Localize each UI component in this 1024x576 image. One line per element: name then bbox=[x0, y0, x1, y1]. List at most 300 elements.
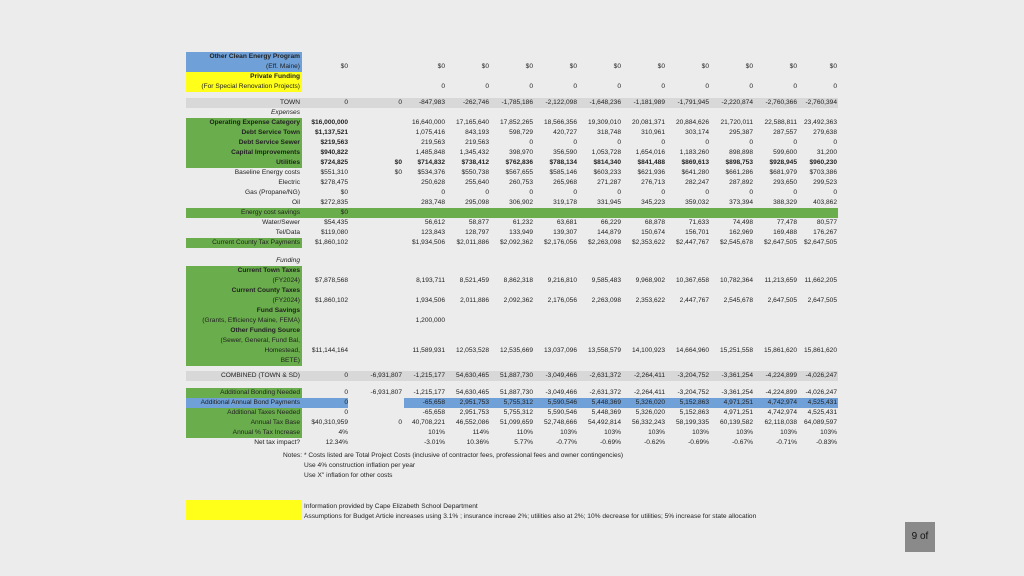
year-value: 64,089,597 bbox=[803, 419, 837, 426]
year-value: 295,098 bbox=[465, 199, 489, 206]
year-value: 58,199,335 bbox=[675, 419, 709, 426]
row-label: TOWN bbox=[279, 99, 300, 106]
year-value: 51,099,659 bbox=[499, 419, 533, 426]
year-value: 0 bbox=[833, 83, 837, 90]
year-value: -3,049,466 bbox=[545, 389, 577, 396]
year-value: 5,152,863 bbox=[679, 399, 709, 406]
notes-line-2: Use 4% construction inflation per year bbox=[304, 462, 416, 469]
year-value: 5,152,863 bbox=[679, 409, 709, 416]
year-value: 0 bbox=[793, 189, 797, 196]
year-value: 15,251,558 bbox=[719, 347, 753, 354]
year-value: 5.77% bbox=[514, 439, 533, 446]
year-value: 16,640,000 bbox=[411, 119, 445, 126]
year-value: 420,727 bbox=[553, 129, 577, 136]
year-value: 282,247 bbox=[685, 179, 709, 186]
table-row bbox=[0, 138, 1024, 148]
year-value: 295,387 bbox=[729, 129, 753, 136]
year-value: -1,181,989 bbox=[633, 99, 665, 106]
row-label: Funding bbox=[276, 257, 300, 264]
year-value: -3,361,254 bbox=[721, 389, 753, 396]
year-value: 54,630,465 bbox=[455, 372, 489, 379]
prior-value: 0 bbox=[398, 99, 402, 106]
year-value: -65,658 bbox=[422, 409, 445, 416]
notes-label: Notes: bbox=[283, 452, 303, 459]
table-row bbox=[0, 296, 1024, 306]
year-value: 2,011,886 bbox=[460, 297, 489, 304]
year-value: 0 bbox=[705, 189, 709, 196]
year-value: -2,760,366 bbox=[765, 99, 797, 106]
year-value: 0 bbox=[441, 189, 445, 196]
info-line-1: Information provided by Cape Elizabeth School Department bbox=[304, 503, 478, 510]
year-value: 133,949 bbox=[509, 229, 533, 236]
year-value: 12,053,528 bbox=[455, 347, 489, 354]
year-value: -3.01% bbox=[424, 439, 445, 446]
base-value: 0 bbox=[344, 99, 348, 106]
year-value: 11,589,931 bbox=[412, 347, 445, 354]
year-value: -0.69% bbox=[688, 439, 709, 446]
table-row bbox=[0, 108, 1024, 118]
base-value: 12.34% bbox=[325, 439, 348, 446]
year-value: $0 bbox=[525, 63, 533, 70]
year-value: 403,862 bbox=[813, 199, 837, 206]
year-value: 2,447,767 bbox=[679, 297, 709, 304]
table-row bbox=[0, 306, 1024, 316]
row-label: Expenses bbox=[271, 109, 300, 116]
year-value: 2,545,678 bbox=[723, 297, 753, 304]
row-label: Gas (Propane/NG) bbox=[245, 189, 300, 196]
table-row bbox=[0, 198, 1024, 208]
year-value: 5,755,312 bbox=[503, 409, 533, 416]
year-value: 31,200 bbox=[816, 149, 837, 156]
year-value: 0 bbox=[529, 189, 533, 196]
row-label: Private Funding bbox=[250, 73, 300, 80]
year-value: 80,577 bbox=[816, 219, 837, 226]
table-row bbox=[0, 286, 1024, 296]
year-value: 1,200,000 bbox=[415, 317, 445, 324]
row-label: (For Special Renovation Projects) bbox=[201, 83, 300, 90]
year-value: 0 bbox=[485, 83, 489, 90]
year-value: 77,478 bbox=[776, 219, 797, 226]
year-value: -0.62% bbox=[644, 439, 665, 446]
year-value: 123,843 bbox=[421, 229, 445, 236]
year-value: 54,630,465 bbox=[455, 389, 489, 396]
year-value: $567,655 bbox=[505, 169, 533, 176]
year-value: 0 bbox=[529, 139, 533, 146]
year-value: 0 bbox=[749, 83, 753, 90]
year-value: 19,309,010 bbox=[587, 119, 621, 126]
year-value: $2,011,886 bbox=[456, 239, 489, 246]
year-value: 219,563 bbox=[465, 139, 489, 146]
table-row bbox=[0, 276, 1024, 286]
year-value: 287,892 bbox=[729, 179, 753, 186]
year-value: 103% bbox=[604, 429, 621, 436]
year-value: 219,563 bbox=[421, 139, 445, 146]
row-label: Additional Bonding Needed bbox=[220, 389, 300, 396]
year-value: $2,092,362 bbox=[499, 239, 533, 246]
base-value: $54,435 bbox=[324, 219, 348, 226]
table-row bbox=[0, 52, 1024, 62]
row-label: COMBINED (TOWN & SD) bbox=[220, 372, 300, 379]
year-value: 8,862,318 bbox=[503, 277, 533, 284]
base-value: 4% bbox=[338, 429, 348, 436]
year-value: 5,326,020 bbox=[635, 399, 665, 406]
year-value: 1,075,416 bbox=[415, 129, 445, 136]
year-value: 279,638 bbox=[813, 129, 837, 136]
base-value: 0 bbox=[344, 399, 348, 406]
year-value: 0 bbox=[749, 139, 753, 146]
table-row bbox=[0, 178, 1024, 188]
year-value: 162,969 bbox=[729, 229, 753, 236]
prior-value: -6,931,807 bbox=[370, 389, 402, 396]
base-value: $1,860,102 bbox=[314, 297, 348, 304]
year-value: 103% bbox=[820, 429, 837, 436]
year-value: 898,898 bbox=[729, 149, 753, 156]
year-value: -65,658 bbox=[422, 399, 445, 406]
year-value: $2,176,056 bbox=[543, 239, 577, 246]
year-value: 14,664,960 bbox=[675, 347, 709, 354]
year-value: 4,525,431 bbox=[807, 399, 837, 406]
year-value: $534,376 bbox=[417, 169, 445, 176]
year-value: 4,971,251 bbox=[723, 399, 753, 406]
year-value: -2,264,411 bbox=[633, 389, 665, 396]
table-row bbox=[0, 326, 1024, 336]
year-value: 5,590,546 bbox=[547, 409, 577, 416]
year-value: 5,448,369 bbox=[591, 409, 621, 416]
base-value: $1,137,521 bbox=[314, 129, 348, 136]
year-value: -3,204,752 bbox=[677, 389, 709, 396]
year-value: 0 bbox=[573, 189, 577, 196]
year-value: 5,326,020 bbox=[635, 409, 665, 416]
prior-value: 0 bbox=[398, 419, 402, 426]
year-value: 58,877 bbox=[468, 219, 489, 226]
year-value: $0 bbox=[829, 63, 837, 70]
year-value: 0 bbox=[661, 83, 665, 90]
year-value: 62,118,038 bbox=[764, 419, 797, 426]
year-value: $762,836 bbox=[505, 159, 533, 166]
year-value: 74,498 bbox=[732, 219, 753, 226]
page-number-badge: 9 of bbox=[905, 522, 935, 552]
year-value: 4,525,431 bbox=[807, 409, 837, 416]
year-value: 0 bbox=[485, 189, 489, 196]
year-value: 5,755,312 bbox=[503, 399, 533, 406]
year-value: 0 bbox=[661, 139, 665, 146]
table-row bbox=[0, 208, 1024, 218]
year-value: $0 bbox=[745, 63, 753, 70]
year-value: 8,521,459 bbox=[459, 277, 489, 284]
table-row bbox=[0, 128, 1024, 138]
year-value: 103% bbox=[692, 429, 709, 436]
year-value: 22,588,811 bbox=[764, 119, 797, 126]
year-value: $2,353,622 bbox=[631, 239, 665, 246]
year-value: -0.83% bbox=[816, 439, 837, 446]
year-value: 299,523 bbox=[813, 179, 837, 186]
year-value: 10,782,364 bbox=[719, 277, 753, 284]
base-value: $272,835 bbox=[320, 199, 348, 206]
year-value: -3,204,752 bbox=[677, 372, 709, 379]
year-value: 2,092,362 bbox=[503, 297, 533, 304]
year-value: $661,286 bbox=[725, 169, 753, 176]
row-label: (Eff. Maine) bbox=[266, 63, 300, 70]
year-value: $2,447,767 bbox=[675, 239, 709, 246]
year-value: -847,983 bbox=[418, 99, 445, 106]
row-label: Current County Tax Payments bbox=[212, 239, 300, 246]
year-value: $788,134 bbox=[549, 159, 577, 166]
year-value: $928,945 bbox=[769, 159, 797, 166]
year-value: -4,026,247 bbox=[805, 389, 837, 396]
year-value: 1,053,728 bbox=[591, 149, 621, 156]
year-value: 13,558,579 bbox=[587, 347, 621, 354]
year-value: $550,738 bbox=[461, 169, 489, 176]
table-row bbox=[0, 438, 1024, 448]
year-value: 139,307 bbox=[553, 229, 577, 236]
year-value: 103% bbox=[560, 429, 577, 436]
year-value: $714,832 bbox=[417, 159, 445, 166]
row-label: Fund Savings bbox=[256, 307, 300, 314]
row-label: (FY2024) bbox=[272, 297, 300, 304]
year-value: -4,224,899 bbox=[765, 372, 797, 379]
base-value: $0 bbox=[340, 209, 348, 216]
year-value: $681,979 bbox=[769, 169, 797, 176]
year-value: 0 bbox=[529, 83, 533, 90]
year-value: 598,729 bbox=[509, 129, 533, 136]
year-value: 63,681 bbox=[556, 219, 577, 226]
year-value: 1,345,432 bbox=[459, 149, 489, 156]
year-value: $2,647,505 bbox=[803, 239, 837, 246]
year-value: -4,026,247 bbox=[805, 372, 837, 379]
year-value: -4,224,899 bbox=[765, 389, 797, 396]
base-value: $119,080 bbox=[320, 229, 348, 236]
year-value: 46,552,086 bbox=[455, 419, 489, 426]
table-row bbox=[0, 316, 1024, 326]
year-value: 68,878 bbox=[644, 219, 665, 226]
row-label: Electric bbox=[278, 179, 300, 186]
base-value: $278,475 bbox=[320, 179, 348, 186]
year-value: 287,557 bbox=[773, 129, 797, 136]
base-value: $7,878,568 bbox=[314, 277, 348, 284]
year-value: $0 bbox=[481, 63, 489, 70]
year-value: 345,223 bbox=[641, 199, 665, 206]
row-label: BETE) bbox=[280, 357, 300, 364]
notes-line-3: Use X" inflation for other costs bbox=[304, 472, 393, 479]
year-value: -2,220,874 bbox=[721, 99, 753, 106]
row-label: Debt Service Town bbox=[241, 129, 300, 136]
year-value: 15,861,620 bbox=[763, 347, 797, 354]
year-value: 2,353,622 bbox=[635, 297, 665, 304]
year-value: 2,176,056 bbox=[547, 297, 577, 304]
year-value: 21,720,011 bbox=[720, 119, 753, 126]
year-value: $0 bbox=[437, 63, 445, 70]
year-value: -2,122,098 bbox=[545, 99, 577, 106]
base-value: 0 bbox=[344, 409, 348, 416]
row-label: Capital Improvements bbox=[231, 149, 300, 156]
table-row bbox=[0, 408, 1024, 418]
year-value: 283,748 bbox=[421, 199, 445, 206]
year-value: 13,037,096 bbox=[543, 347, 577, 354]
table-row bbox=[0, 188, 1024, 198]
year-value: 110% bbox=[516, 429, 533, 436]
year-value: 156,701 bbox=[685, 229, 709, 236]
row-label: Operating Expense Category bbox=[209, 119, 300, 126]
year-value: -262,746 bbox=[462, 99, 489, 106]
year-value: 1,654,016 bbox=[635, 149, 665, 156]
table-row bbox=[0, 398, 1024, 408]
year-value: 40,708,221 bbox=[411, 419, 445, 426]
year-value: 5,590,546 bbox=[547, 399, 577, 406]
year-value: 331,945 bbox=[597, 199, 621, 206]
year-value: 23,492,363 bbox=[803, 119, 837, 126]
year-value: $0 bbox=[569, 63, 577, 70]
year-value: 17,852,265 bbox=[499, 119, 533, 126]
base-value: $551,310 bbox=[320, 169, 348, 176]
row-label: Annual % Tax Increase bbox=[232, 429, 300, 436]
year-value: 14,100,923 bbox=[631, 347, 665, 354]
year-value: 60,139,582 bbox=[719, 419, 753, 426]
year-value: 9,968,902 bbox=[635, 277, 665, 284]
year-value: 169,488 bbox=[773, 229, 797, 236]
year-value: 51,887,730 bbox=[499, 372, 533, 379]
table-row bbox=[0, 336, 1024, 346]
year-value: 52,748,666 bbox=[543, 419, 577, 426]
year-value: 0 bbox=[749, 189, 753, 196]
row-label: Debt Service Sewer bbox=[238, 139, 300, 146]
year-value: -1,215,177 bbox=[413, 372, 445, 379]
year-value: 0 bbox=[705, 83, 709, 90]
year-value: 293,650 bbox=[773, 179, 797, 186]
year-value: $621,936 bbox=[637, 169, 665, 176]
year-value: 176,267 bbox=[813, 229, 837, 236]
year-value: 0 bbox=[441, 83, 445, 90]
row-label: Energy cost savings bbox=[240, 209, 300, 216]
year-value: $641,280 bbox=[681, 169, 709, 176]
year-value: -0.67% bbox=[732, 439, 753, 446]
year-value: 318,748 bbox=[597, 129, 621, 136]
row-label: Other Clean Energy Program bbox=[209, 53, 300, 60]
table-row bbox=[0, 371, 1024, 381]
base-value: $16,000,000 bbox=[311, 119, 348, 126]
row-label: Baseline Energy costs bbox=[234, 169, 300, 176]
year-value: -1,648,236 bbox=[589, 99, 621, 106]
year-value: 66,229 bbox=[600, 219, 621, 226]
year-value: -2,631,372 bbox=[589, 389, 621, 396]
year-value: -2,760,394 bbox=[805, 99, 837, 106]
row-label: Net tax impact? bbox=[254, 439, 300, 446]
year-value: 10.36% bbox=[466, 439, 489, 446]
year-value: 61,232 bbox=[512, 219, 533, 226]
year-value: -1,215,177 bbox=[413, 389, 445, 396]
year-value: $2,263,098 bbox=[587, 239, 621, 246]
year-value: 1,183,260 bbox=[679, 149, 709, 156]
year-value: 0 bbox=[705, 139, 709, 146]
table-row bbox=[0, 148, 1024, 158]
year-value: 103% bbox=[736, 429, 753, 436]
table-row bbox=[0, 256, 1024, 266]
base-value: 0 bbox=[344, 389, 348, 396]
year-value: 56,612 bbox=[424, 219, 445, 226]
year-value: 11,213,659 bbox=[764, 277, 797, 284]
row-label: Current Town Taxes bbox=[237, 267, 300, 274]
year-value: $869,613 bbox=[681, 159, 709, 166]
year-value: $738,412 bbox=[461, 159, 489, 166]
year-value: 303,174 bbox=[685, 129, 709, 136]
table-row bbox=[0, 98, 1024, 108]
year-value: $960,230 bbox=[809, 159, 837, 166]
year-value: 0 bbox=[617, 139, 621, 146]
info-line-2: Assumptions for Budget Article increases using 3.1% ; insurance increae 2%; utilities also at 2%; 10% decrease for utilities; 5% increase for state allocation bbox=[304, 513, 757, 520]
year-value: -3,049,466 bbox=[545, 372, 577, 379]
row-label: Current County Taxes bbox=[231, 287, 300, 294]
row-label: (Sewer, General, Fund Bal, bbox=[220, 337, 300, 344]
year-value: $814,340 bbox=[593, 159, 621, 166]
notes-line-1: * Costs listed are Total Project Costs (inclusive of contractor fees, professional fees and owner contingencies) bbox=[304, 452, 624, 459]
row-label: (FY2024) bbox=[272, 277, 300, 284]
year-value: 2,263,098 bbox=[591, 297, 621, 304]
table-row bbox=[0, 168, 1024, 178]
year-value: 114% bbox=[472, 429, 489, 436]
year-value: 9,585,483 bbox=[591, 277, 621, 284]
row-label: Other Funding Source bbox=[230, 327, 300, 334]
table-row bbox=[0, 118, 1024, 128]
year-value: 4,742,974 bbox=[767, 399, 797, 406]
year-value: 12,535,669 bbox=[499, 347, 533, 354]
year-value: 398,970 bbox=[509, 149, 533, 156]
base-value: $219,563 bbox=[320, 139, 348, 146]
year-value: 250,628 bbox=[421, 179, 445, 186]
year-value: 71,633 bbox=[688, 219, 709, 226]
year-value: 1,934,506 bbox=[415, 297, 445, 304]
year-value: 10,367,658 bbox=[675, 277, 709, 284]
table-row bbox=[0, 356, 1024, 366]
row-label: Utilities bbox=[276, 159, 300, 166]
year-value: $1,934,506 bbox=[411, 239, 445, 246]
year-value: $2,545,678 bbox=[719, 239, 753, 246]
year-value: 0 bbox=[793, 83, 797, 90]
year-value: 17,165,640 bbox=[455, 119, 489, 126]
row-label: Additional Annual Bond Payments bbox=[200, 399, 300, 406]
base-value: $724,825 bbox=[320, 159, 348, 166]
year-value: 54,492,814 bbox=[587, 419, 621, 426]
row-label: Oil bbox=[291, 199, 300, 206]
base-value: $940,822 bbox=[320, 149, 348, 156]
year-value: 144,879 bbox=[597, 229, 621, 236]
year-value: -0.69% bbox=[600, 439, 621, 446]
year-value: $2,647,505 bbox=[763, 239, 797, 246]
year-value: -3,361,254 bbox=[721, 372, 753, 379]
base-value: $0 bbox=[340, 189, 348, 196]
year-value: 0 bbox=[833, 189, 837, 196]
prior-value: $0 bbox=[394, 159, 402, 166]
year-value: 0 bbox=[617, 83, 621, 90]
year-value: 128,797 bbox=[465, 229, 489, 236]
year-value: 2,951,753 bbox=[459, 399, 489, 406]
year-value: 4,971,251 bbox=[723, 409, 753, 416]
year-value: 56,332,243 bbox=[631, 419, 665, 426]
row-label: Additional Taxes Needed bbox=[227, 409, 300, 416]
year-value: 8,193,711 bbox=[416, 277, 445, 284]
year-value: 2,951,753 bbox=[459, 409, 489, 416]
table-row bbox=[0, 158, 1024, 168]
year-value: 1,485,848 bbox=[415, 149, 445, 156]
year-value: $0 bbox=[789, 63, 797, 70]
year-value: 0 bbox=[573, 83, 577, 90]
year-value: 5,448,369 bbox=[591, 399, 621, 406]
year-value: 103% bbox=[648, 429, 665, 436]
year-value: 20,081,371 bbox=[631, 119, 665, 126]
year-value: 843,193 bbox=[465, 129, 489, 136]
year-value: 276,713 bbox=[641, 179, 665, 186]
year-value: 359,032 bbox=[685, 199, 709, 206]
base-value: $1,860,102 bbox=[314, 239, 348, 246]
year-value: 51,887,730 bbox=[499, 389, 533, 396]
